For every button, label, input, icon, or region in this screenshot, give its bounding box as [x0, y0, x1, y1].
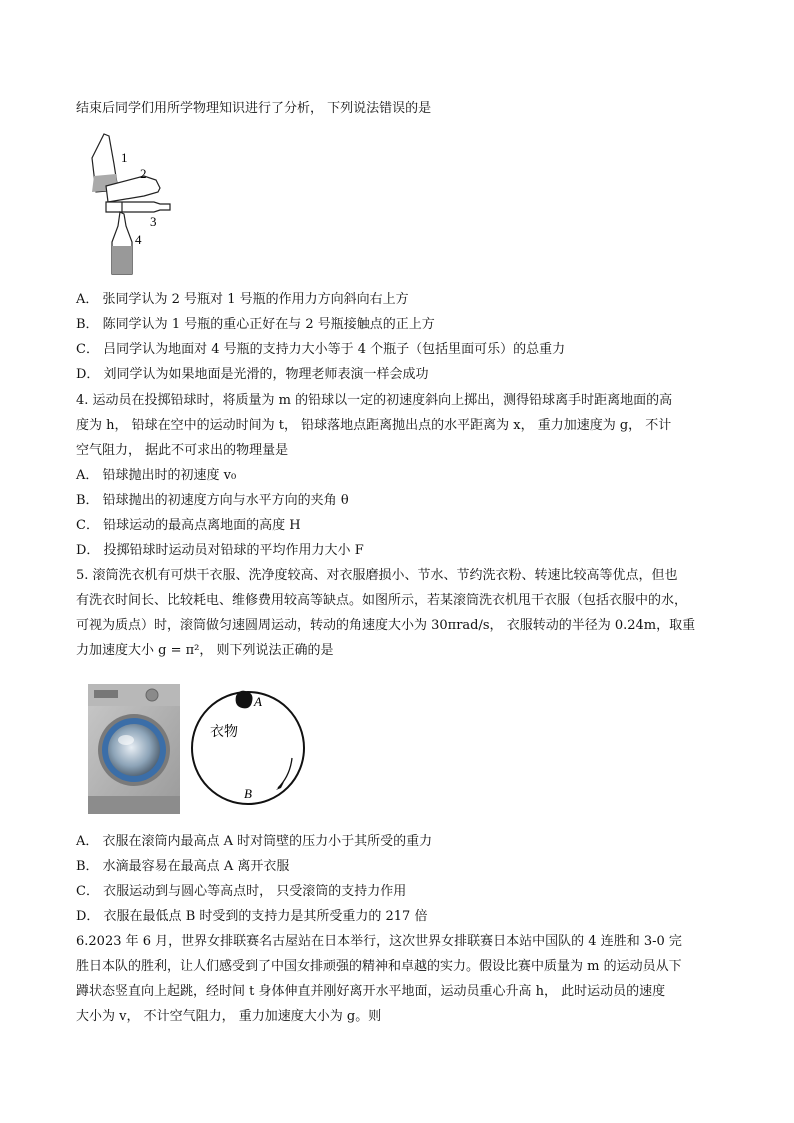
q4-option-d: D． 投掷铅球时运动员对铅球的平均作用力大小 F — [76, 543, 364, 558]
q4-stem-line-1: 4. 运动员在投掷铅球时，将质量为 m 的铅球以一定的初速度斜向上掷出，测得铅球离手时距离地面的高 — [76, 393, 673, 408]
q5-stem-line-4: 力加速度大小 g = π²， 则下列说法正确的是 — [76, 643, 334, 658]
q6-stem-line-4: 大小为 v， 不计空气阻力， 重力加速度大小为 g。则 — [76, 1009, 382, 1024]
bottle-label-4: 4 — [135, 232, 142, 247]
q3-option-c: C． 吕同学认为地面对 4 号瓶的支持力大小等于 4 个瓶子（包括里面可乐）的总重力 — [76, 342, 566, 357]
clothes-label: 衣物 — [210, 724, 238, 740]
q4-stem-line-3: 空气阻力， 据此不可求出的物理量是 — [76, 443, 289, 458]
rotation-arrow-icon — [278, 758, 292, 788]
clothes-blob-icon — [236, 691, 253, 709]
drum-rotation-diagram — [188, 684, 306, 812]
point-b-label: B — [244, 786, 252, 801]
point-a-label: A — [254, 694, 262, 709]
q3-option-d: D． 刘同学认为如果地面是光滑的，物理老师表演一样会成功 — [76, 367, 429, 382]
intro-text: 结束后同学们用所学物理知识进行了分析， 下列说法错误的是 — [76, 101, 432, 116]
q4-stem-line-2: 度为 h， 铅球在空中的运动时间为 t， 铅球落地点距离抛出点的水平距离为 x， 重力加速度为 g， 不计 — [76, 418, 672, 433]
q3-option-a: A． 张同学认为 2 号瓶对 1 号瓶的作用力方向斜向右上方 — [76, 292, 409, 307]
q6-stem-line-3: 蹲状态竖直向上起跳，经时间 t 身体伸直并刚好离开水平地面，运动员重心升高 h， 此时运动员的速度 — [76, 984, 666, 999]
q6-stem-line-1: 6.2023 年 6 月，世界女排联赛名古屋站在日本举行，这次世界女排联赛日本站中国队的 4 连胜和 3-0 完 — [76, 934, 682, 949]
q5-option-a: A． 衣服在滚筒内最高点 A 时对筒壁的压力小于其所受的重力 — [76, 834, 433, 849]
q5-option-c: C． 衣服运动到与圆心等高点时， 只受滚筒的支持力作用 — [76, 884, 407, 899]
washing-machine-photo — [88, 684, 180, 814]
q4-option-b: B． 铅球抛出的初速度方向与水平方向的夹角 θ — [76, 493, 349, 508]
q5-stem-line-3: 可视为质点）时，滚筒做匀速圆周运动，转动的角速度大小为 30πrad/s， 衣服转动的半径为 0.24m，取重 — [76, 618, 696, 633]
q4-option-a: A． 铅球抛出时的初速度 v₀ — [76, 468, 237, 483]
q4-option-c: C． 铅球运动的最高点离地面的高度 H — [76, 518, 301, 533]
bottle-label-3: 3 — [150, 214, 157, 229]
q5-option-b: B． 水滴最容易在最高点 A 离开衣服 — [76, 859, 290, 874]
q5-option-d: D． 衣服在最低点 B 时受到的支持力是其所受重力的 217 倍 — [76, 909, 428, 924]
q5-stem-line-2: 有洗衣时间长、比较耗电、维修费用较高等缺点。如图所示，若某滚筒洗衣机甩干衣服（包括衣服中的水， — [76, 593, 688, 608]
bottle-label-1: 1 — [121, 150, 128, 165]
bottle-label-2: 2 — [140, 166, 147, 181]
q6-stem-line-2: 胜日本队的胜利，让人们感受到了中国女排顽强的精神和卓越的实力。假设比赛中质量为 m 的运动员从下 — [76, 959, 682, 974]
q3-option-b: B． 陈同学认为 1 号瓶的重心正好在与 2 号瓶接触点的正上方 — [76, 317, 435, 332]
bottle-stack-figure — [84, 128, 184, 280]
q5-stem-line-1: 5. 滚筒洗衣机有可烘干衣服、洗净度较高、对衣服磨损小、节水、节约洗衣粉、转速比较高等优点，但也 — [76, 568, 678, 583]
